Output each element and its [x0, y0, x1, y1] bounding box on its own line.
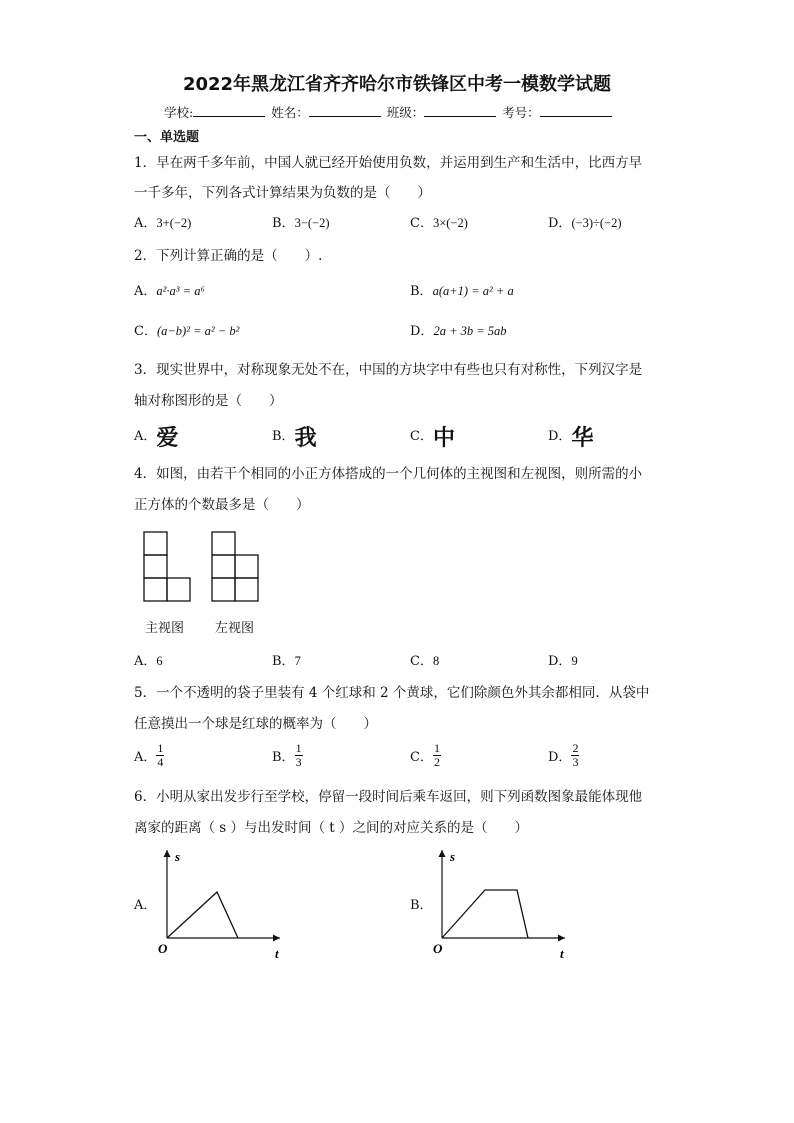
q1-option-c[interactable]: C．3×(−2) [410, 216, 468, 231]
y-axis-label: s [175, 849, 181, 864]
q6-graph-a[interactable] [155, 845, 295, 965]
q1-stem-line2: 一千多年，下列各式计算结果为负数的是（ ） [134, 185, 431, 201]
q1-option-d[interactable]: D．(−3)÷(−2) [548, 216, 622, 231]
graph-b-line [442, 890, 528, 938]
q4-option-b[interactable]: B．7 [272, 654, 301, 669]
school-blank[interactable] [193, 104, 265, 117]
q5-option-a[interactable]: A． $\frac{1}{4}$ [134, 741, 164, 769]
q3-option-b[interactable]: B．我 [272, 426, 317, 451]
q4-option-d[interactable]: D．9 [548, 654, 578, 669]
q6-graph-b[interactable] [430, 845, 580, 965]
q1-option-b[interactable]: B．3−(−2) [272, 216, 330, 231]
origin-label: O [158, 941, 168, 956]
q2-option-c[interactable]: C．(a−b)² = a² − b² [134, 324, 240, 339]
q1-stem-line1: 1．早在两千多年前，中国人就已经开始使用负数，并运用到生产和生活中，比西方早 [134, 155, 643, 171]
q1-option-a[interactable]: A．3+(−2) [134, 216, 192, 231]
fraction: $\frac{2}{3}$ [572, 741, 579, 769]
q4-option-a[interactable]: A．6 [134, 654, 163, 669]
fraction: $\frac{1}{2}$ [433, 741, 440, 769]
q4-option-c[interactable]: C．8 [410, 654, 440, 669]
left-view-drawing [212, 532, 258, 601]
q6-stem-line2: 离家的距离（ s ）与出发时间（ t ）之间的对应关系的是（ ） [134, 820, 529, 836]
fraction: $\frac{1}{4}$ [157, 741, 164, 769]
name-label: 姓名： [271, 105, 309, 120]
exam-no-label: 考号： [502, 105, 540, 120]
front-view-caption: 主视图 [145, 621, 185, 636]
q3-stem-line2: 轴对称图形的是（ ） [134, 393, 283, 409]
class-blank[interactable] [424, 104, 496, 117]
school-label: 学校: [164, 105, 194, 120]
q3-option-a[interactable]: A．爱 [134, 426, 179, 451]
q4-views-figure [140, 528, 270, 608]
q3-option-c[interactable]: C．中 [410, 426, 455, 451]
q5-option-c[interactable]: C． $\frac{1}{2}$ [410, 741, 440, 769]
x-axis-label: t [560, 946, 564, 961]
left-view-caption: 左视图 [215, 621, 255, 636]
q2-stem-line1: 2．下列计算正确的是（ ）. [134, 248, 323, 264]
q4-stem-line1: 4．如图，由若干个相同的小正方体搭成的一个几何体的主视图和左视图，则所需的小 [134, 466, 643, 482]
exam-no-blank[interactable] [540, 104, 612, 117]
q5-option-b[interactable]: B． $\frac{1}{3}$ [272, 741, 302, 769]
q6-stem-line1: 6．小明从家出发步行至学校，停留一段时间后乘车返回，则下列函数图象最能体现他 [134, 789, 643, 805]
q4-stem-line2: 正方体的个数最多是（ ） [134, 497, 310, 513]
q2-option-d[interactable]: D．2a + 3b = 5ab [410, 324, 507, 339]
y-axis-label: s [450, 849, 456, 864]
name-blank[interactable] [309, 104, 381, 117]
page-title: 2022年黑龙江省齐齐哈尔市铁锋区中考一模数学试题 [182, 74, 612, 95]
section-title: 一、单选题 [134, 130, 200, 145]
class-label: 班级： [386, 105, 425, 120]
x-axis-label: t [275, 946, 279, 961]
front-view-drawing [144, 532, 190, 601]
fraction: $\frac{1}{3}$ [295, 741, 302, 769]
q6-option-b-label[interactable]: B． [410, 898, 433, 913]
origin-label: O [433, 941, 443, 956]
q2-option-b[interactable]: B．a(a+1) = a² + a [410, 284, 514, 299]
graph-a-line [167, 892, 238, 938]
q5-stem-line2: 任意摸出一个球是红球的概率为（ ） [134, 716, 377, 732]
q2-option-a[interactable]: A．a²·a³ = a⁶ [134, 284, 205, 299]
q5-option-d[interactable]: D． $\frac{2}{3}$ [548, 741, 579, 769]
student-info-line [164, 103, 614, 121]
q3-stem-line1: 3．现实世界中，对称现象无处不在，中国的方块字中有些也只有对称性，下列汉字是 [134, 362, 643, 378]
q5-stem-line1: 5．一个不透明的袋子里装有 4 个红球和 2 个黄球，它们除颜色外其余都相同．从袋中 [134, 685, 650, 701]
q6-option-a-label[interactable]: A． [134, 898, 157, 913]
q3-option-d[interactable]: D．华 [548, 426, 594, 451]
